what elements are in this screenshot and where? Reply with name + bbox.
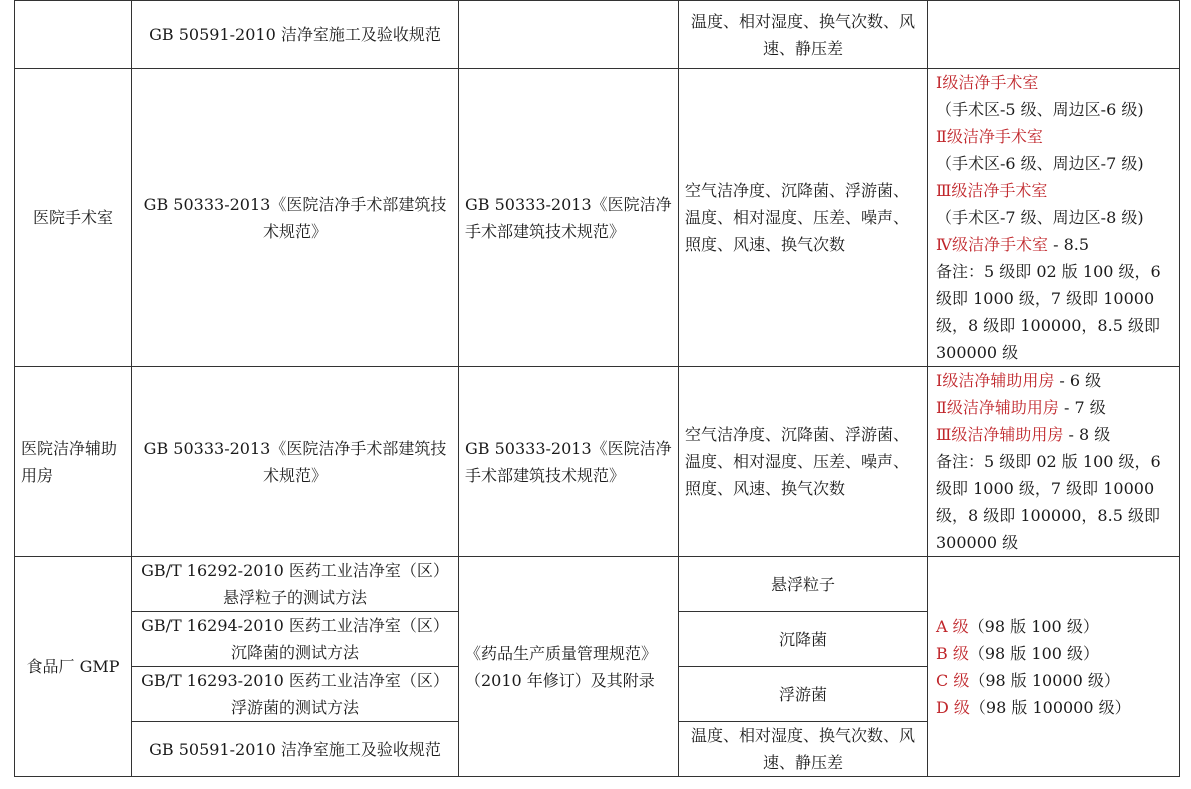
grade-cell bbox=[928, 69, 1180, 367]
grade-label: A 级 bbox=[936, 616, 969, 636]
grade-cell bbox=[928, 1, 1180, 69]
parameters-cell: 空气洁净度、沉降菌、浮游菌、温度、相对湿度、压差、噪声、照度、风速、换气次数 bbox=[679, 69, 928, 367]
grade-detail: - 8.5 bbox=[1048, 235, 1090, 254]
standard-cell: GB 50591-2010 洁净室施工及验收规范 bbox=[132, 722, 459, 777]
grade-label: Ⅰ级洁净手术室 bbox=[936, 73, 1039, 92]
parameters-cell: 悬浮粒子 bbox=[679, 557, 928, 612]
grade-cell bbox=[928, 557, 1180, 777]
grade-label: Ⅱ级洁净辅助用房 bbox=[936, 398, 1059, 417]
grade-detail: （手术区-6 级、周边区-7 级) bbox=[936, 154, 1144, 173]
grade-cell bbox=[928, 367, 1180, 557]
grade-line bbox=[936, 367, 1175, 394]
grade-note: 备注：5 级即 02 版 100 级，6 级即 1000 级，7 级即 10000 级，8 级即 100000，8.5 级即 300000 级 bbox=[936, 262, 1161, 362]
parameters-cell: 浮游菌 bbox=[679, 667, 928, 722]
grade-label: Ⅲ级洁净辅助用房 bbox=[936, 425, 1064, 444]
grade-detail: （手术区-5 级、周边区-6 级) bbox=[936, 100, 1144, 119]
room-cell: 食品厂 GMP bbox=[15, 557, 132, 777]
standards-table bbox=[14, 0, 1180, 777]
table-row bbox=[15, 69, 1180, 367]
parameters-cell: 沉降菌 bbox=[679, 612, 928, 667]
grade-detail: （98 版 100000 级） bbox=[969, 697, 1131, 717]
grade-label: Ⅲ级洁净手术室 bbox=[936, 181, 1048, 200]
basis-cell: 《药品生产质量管理规范》（2010 年修订）及其附录 bbox=[459, 557, 679, 777]
parameters-cell: 温度、相对湿度、换气次数、风速、静压差 bbox=[679, 722, 928, 777]
grade-line bbox=[936, 640, 1173, 667]
grade-label: Ⅳ级洁净手术室 bbox=[936, 235, 1048, 254]
standard-cell: GB/T 16293-2010 医药工业洁净室（区）浮游菌的测试方法 bbox=[132, 667, 459, 722]
table-row bbox=[15, 1, 1180, 69]
grade-detail: （98 版 10000 级） bbox=[969, 670, 1120, 690]
standard-cell: GB/T 16294-2010 医药工业洁净室（区）沉降菌的测试方法 bbox=[132, 612, 459, 667]
grade-line bbox=[936, 667, 1173, 694]
table-row bbox=[15, 367, 1180, 557]
grade-detail: （98 版 100 级） bbox=[968, 616, 1099, 636]
standard-cell: GB 50333-2013《医院洁净手术部建筑技术规范》 bbox=[132, 69, 459, 367]
grade-label: D 级 bbox=[936, 697, 970, 717]
room-cell bbox=[15, 1, 132, 69]
table-row bbox=[15, 557, 1180, 612]
grade-line bbox=[936, 613, 1173, 640]
grade-detail: - 8 级 bbox=[1063, 425, 1111, 444]
grade-line bbox=[936, 694, 1173, 721]
basis-cell: GB 50333-2013《医院洁净手术部建筑技术规范》 bbox=[459, 69, 679, 367]
grade-label: C 级 bbox=[936, 670, 970, 690]
parameters-cell: 空气洁净度、沉降菌、浮游菌、温度、相对湿度、压差、噪声、照度、风速、换气次数 bbox=[679, 367, 928, 557]
grade-line bbox=[936, 123, 1175, 150]
standard-cell: GB 50333-2013《医院洁净手术部建筑技术规范》 bbox=[132, 367, 459, 557]
grade-line bbox=[936, 69, 1175, 96]
grade-detail: - 7 级 bbox=[1058, 398, 1106, 417]
grade-line bbox=[936, 394, 1175, 421]
basis-cell bbox=[459, 1, 679, 69]
grade-detail: （手术区-7 级、周边区-8 级) bbox=[936, 208, 1144, 227]
grade-label: Ⅱ级洁净手术室 bbox=[936, 127, 1043, 146]
parameters-cell: 温度、相对湿度、换气次数、风速、静压差 bbox=[679, 1, 928, 69]
grade-detail: - 6 级 bbox=[1054, 371, 1102, 390]
standard-cell: GB/T 16292-2010 医药工业洁净室（区）悬浮粒子的测试方法 bbox=[132, 557, 459, 612]
grade-line bbox=[936, 177, 1175, 204]
standard-cell: GB 50591-2010 洁净室施工及验收规范 bbox=[132, 1, 459, 69]
grade-note: 备注：5 级即 02 版 100 级，6 级即 1000 级，7 级即 10000 级，8 级即 100000，8.5 级即 300000 级 bbox=[936, 452, 1161, 552]
grade-label: B 级 bbox=[936, 643, 969, 663]
room-cell: 医院洁净辅助用房 bbox=[15, 367, 132, 557]
grade-label: Ⅰ级洁净辅助用房 bbox=[936, 371, 1055, 390]
grade-line bbox=[936, 421, 1175, 448]
grade-line bbox=[936, 231, 1175, 258]
basis-cell: GB 50333-2013《医院洁净手术部建筑技术规范》 bbox=[459, 367, 679, 557]
grade-detail: （98 版 100 级） bbox=[968, 643, 1100, 663]
room-cell: 医院手术室 bbox=[15, 69, 132, 367]
